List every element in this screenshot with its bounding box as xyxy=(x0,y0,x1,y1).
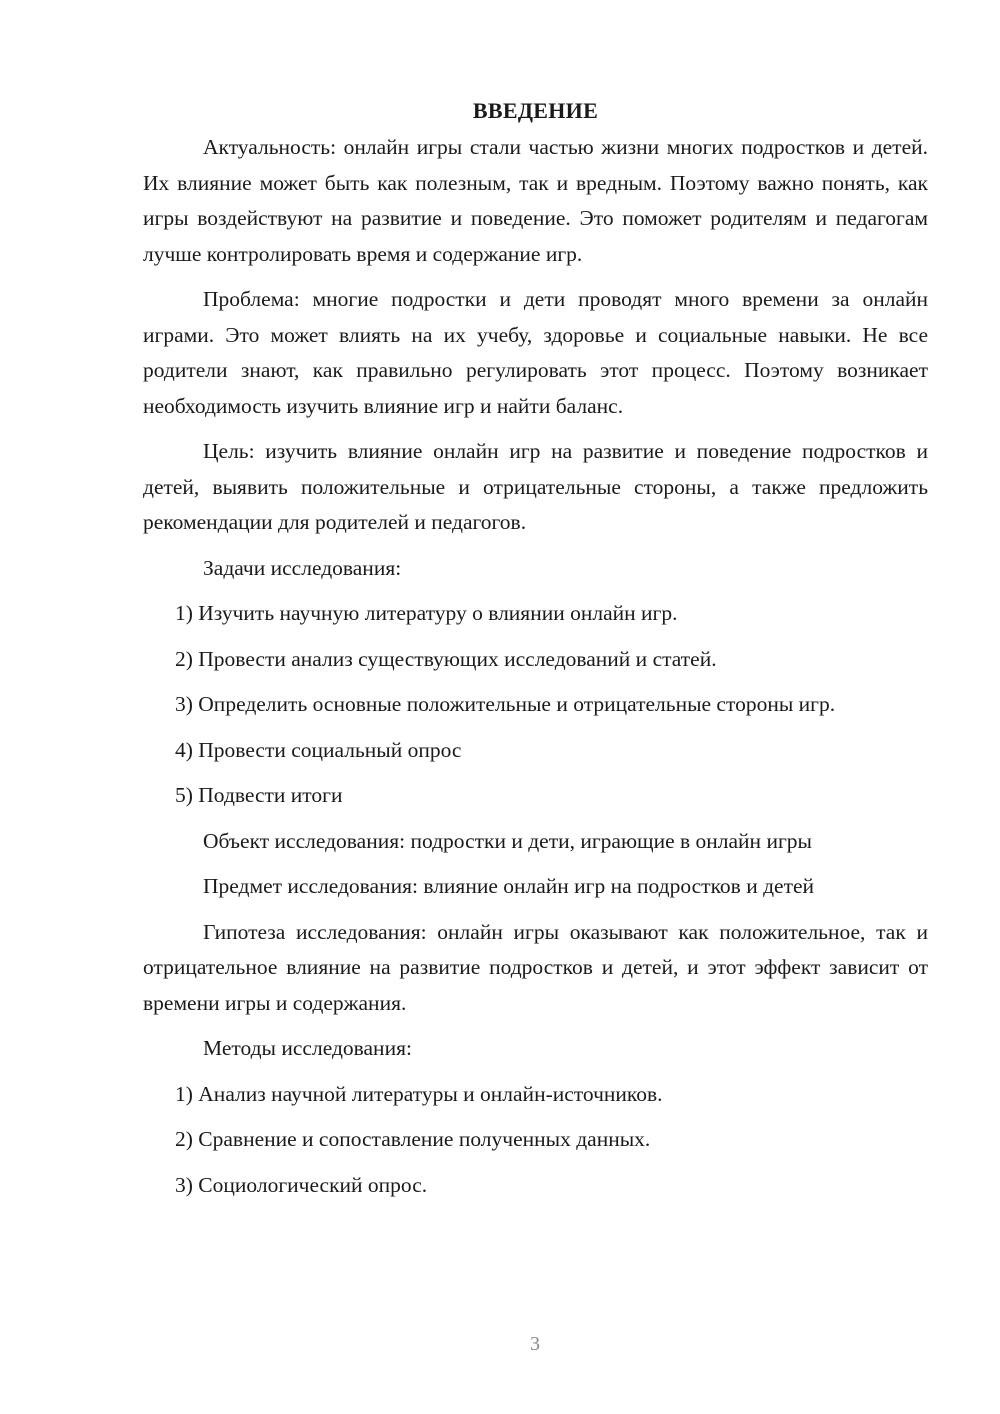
page-number: 3 xyxy=(530,1333,540,1355)
page-title: ВВЕДЕНИЕ xyxy=(472,98,599,123)
list-item: 2) Сравнение и сопоставление полученных данных. xyxy=(175,1127,651,1151)
tasks-heading: Задачи исследования: xyxy=(203,555,402,580)
document-page xyxy=(143,96,928,1213)
methods-list xyxy=(143,1077,928,1204)
list-item: 3) Социологический опрос. xyxy=(175,1172,428,1197)
list-item: 5) Подвести итоги xyxy=(175,783,343,807)
list-item: 4) Провести социальный опрос xyxy=(175,737,462,762)
methods-heading: Методы исследования: xyxy=(203,1036,412,1060)
subject-paragraph: Предмет исследования: влияние онлайн игр на подростков и детей xyxy=(203,874,815,898)
relevance-paragraph: Актуальность: онлайн игры стали частью жизни многих подростков и детей. Их влияние может быть как полезным, так и вредным. Поэтому важно понять, как игры воздействуют на развитие и поведение. Это поможет родителям и педагогам лучше контролировать время и содержание игр. xyxy=(143,135,928,266)
goal-paragraph: Цель: изучить влияние онлайн игр на развитие и поведение подростков и детей, выявить положительные и отрицательные стороны, а также предложить рекомендации для родителей и педагогов. xyxy=(143,439,928,534)
list-item: 1) Изучить научную литературу о влиянии онлайн игр. xyxy=(175,601,678,625)
list-item: 2) Провести анализ существующих исследований и статей. xyxy=(175,646,717,671)
list-item: 3) Определить основные положительные и отрицательные стороны игр. xyxy=(175,692,836,716)
list-item: 1) Анализ научной литературы и онлайн-источников. xyxy=(175,1081,663,1106)
object-paragraph: Объект исследования: подростки и дети, играющие в онлайн игры xyxy=(203,828,812,853)
problem-paragraph: Проблема: многие подростки и дети проводят много времени за онлайн играми. Это может влиять на их учебу, здоровье и социальные навыки. Не все родители знают, как правильно регулировать этот процесс. Поэтому возникает необходимость изучить влияние игр и найти баланс. xyxy=(143,287,928,418)
hypothesis-paragraph: Гипотеза исследования: онлайн игры оказывают как положительное, так и отрицательное влияние на развитие подростков и детей, и этот эффект зависит от времени игры и содержания. xyxy=(143,919,928,1015)
tasks-list xyxy=(143,596,928,814)
